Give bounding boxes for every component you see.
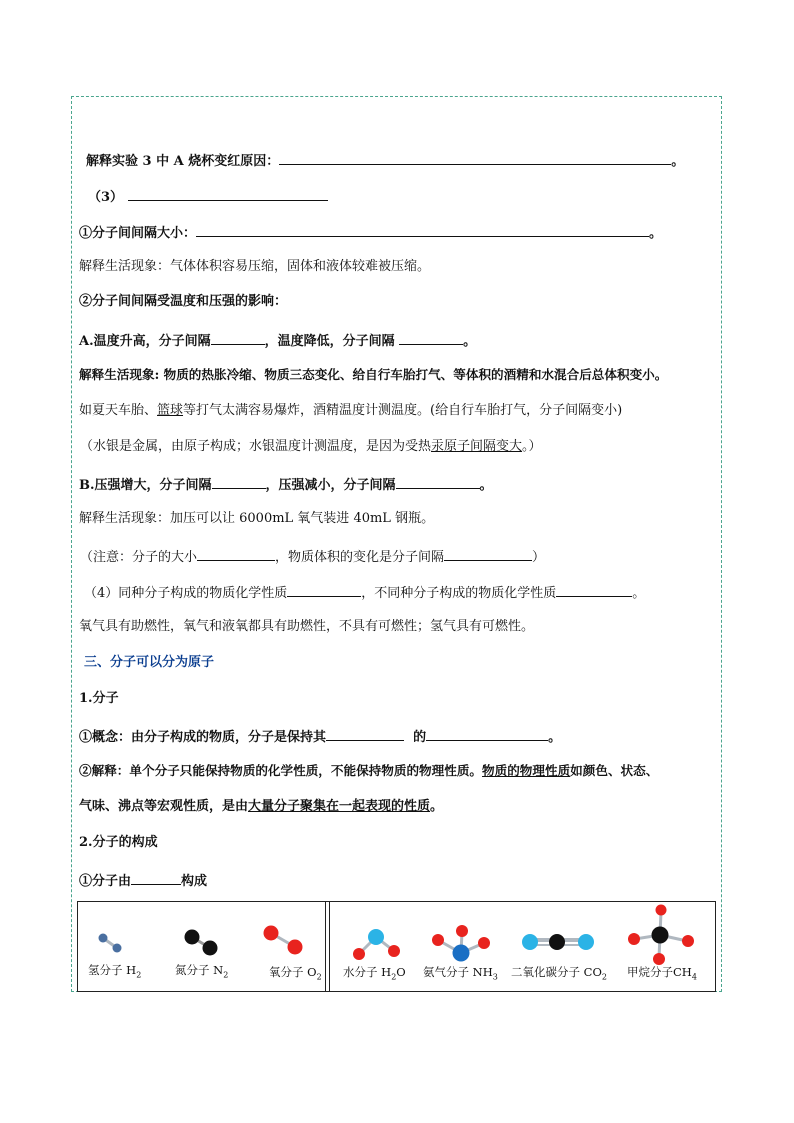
temp-title: ②分子间间隔受温度和压强的影响： <box>79 294 288 309</box>
answer-blank[interactable] <box>399 330 463 345</box>
punct: 。 <box>463 334 477 349</box>
answer-blank[interactable] <box>131 870 181 885</box>
molecule-label-nh3: 氨气分子 $NH_3$ <box>423 965 498 982</box>
answer-blank[interactable] <box>396 474 480 489</box>
exp3-line <box>86 150 684 171</box>
composed-line <box>79 870 207 891</box>
punct: 。 <box>548 730 562 745</box>
summer-underline: 篮球 <box>157 403 184 418</box>
temp-a-text: A.温度升高，分子间隔 <box>79 334 211 349</box>
note-text: ） <box>532 550 546 565</box>
pressure-phenomenon: 解释生活现象：加压可以让 6000mL 氧气装进 40mL 钢瓶。 <box>79 511 435 526</box>
sub2-heading: 2.分子的构成 <box>79 835 158 850</box>
mercury-underline: 汞原子间隔变大 <box>431 439 523 454</box>
press-b-text: B.压强增大，分子间隔 <box>79 478 212 493</box>
item4-text: （4）同种分子构成的物质化学性质 <box>84 586 288 601</box>
punct: 。 <box>430 799 444 814</box>
punct: 。 <box>632 586 646 601</box>
section3-heading: 三、分子可以分为原子 <box>84 655 215 670</box>
table-divider <box>325 902 330 991</box>
molecule-label-h2o: 水分子 $H_2O$ <box>343 965 406 982</box>
note-text: ，物质体积的变化是分子间隔 <box>275 550 445 565</box>
answer-blank[interactable] <box>444 546 532 561</box>
concept-line <box>79 726 561 747</box>
press-b-line <box>79 474 493 495</box>
explain-text: 如颜色、状态、 <box>570 763 659 778</box>
molecule-label-co2: 二氧化碳分子 $CO_2$ <box>511 965 607 982</box>
answer-blank[interactable] <box>196 222 649 237</box>
molecule-label-h2: 氢分子 $H_2$ <box>88 963 142 980</box>
summer-text: 等打气太满容易爆炸，酒精温度计测温度。(给自行车胎打气，分子间隔变小) <box>183 403 623 418</box>
concept-text: ①概念：由分子构成的物质，分子是保持其 <box>79 730 327 745</box>
molecule-label-o2: 氧分子 $O_2$ <box>269 965 322 982</box>
answer-blank[interactable] <box>279 150 671 165</box>
temp-a-line <box>79 330 476 351</box>
punct: 。 <box>479 478 493 493</box>
explain-line <box>79 762 658 780</box>
spacing-title-line <box>79 222 662 243</box>
spacing-title: ①分子间间隔大小： <box>79 226 197 241</box>
molecule-label-n2: 氮分子 $N_2$ <box>175 963 229 980</box>
mercury-text: （水银是金属，由原子构成；水银温度计测温度，是因为受热 <box>80 439 432 454</box>
explain-underline: 大量分子聚集在一起表现的性质 <box>248 799 431 814</box>
summer-line <box>79 402 622 420</box>
item3-line <box>88 186 328 207</box>
explain-line-2 <box>79 798 443 816</box>
molecule-label-ch4: 甲烷分子$CH_4$ <box>627 965 697 982</box>
answer-blank[interactable] <box>211 330 265 345</box>
press-b-text: ，压强减小，分子间隔 <box>265 478 396 493</box>
concept-text: 的 <box>413 730 427 745</box>
item4-text: ，不同种分子构成的物质化学性质 <box>361 586 557 601</box>
composed-text: 构成 <box>181 874 208 889</box>
composed-text: ①分子由 <box>79 874 132 889</box>
answer-blank[interactable] <box>287 582 361 597</box>
explain-underline: 物质的物理性质 <box>482 763 571 778</box>
explain-text: ②解释：单个分子只能保持物质的化学性质，不能保持物质的物理性质。 <box>79 763 482 778</box>
summer-text: 如夏天车胎、 <box>79 403 158 418</box>
answer-blank[interactable] <box>197 546 275 561</box>
item4-line <box>84 582 645 603</box>
exp3-label: 解释实验 3 中 A 烧杯变红原因： <box>86 154 280 169</box>
answer-blank[interactable] <box>212 474 266 489</box>
sub1-heading: 1.分子 <box>79 691 119 706</box>
punct: 。 <box>671 154 685 169</box>
temp-a-text: ，温度降低，分子间隔 <box>264 334 395 349</box>
punct: 。 <box>649 226 663 241</box>
item3-label: （3） <box>88 190 124 205</box>
oxygen-line: 氧气具有助燃性，氧气和液氧都具有助燃性，不具有可燃性；氢气具有可燃性。 <box>79 619 535 634</box>
temp-phenomenon: 解释生活现象: 物质的热胀冷缩、物质三态变化、给自行车胎打气、等体积的酒精和水混合后总体积变小。 <box>79 367 668 382</box>
explain-text: 气味、沸点等宏观性质，是由 <box>79 799 249 814</box>
answer-blank[interactable] <box>556 582 632 597</box>
mercury-text: 。） <box>522 439 542 454</box>
note-text: （注意：分子的大小 <box>80 550 198 565</box>
mercury-line <box>80 438 542 456</box>
spacing-phenomenon: 解释生活现象：气体体积容易压缩，固体和液体较难被压缩。 <box>79 259 431 274</box>
answer-blank[interactable] <box>128 186 328 201</box>
answer-blank[interactable] <box>326 726 404 741</box>
answer-blank[interactable] <box>426 726 548 741</box>
note-line <box>80 546 545 567</box>
